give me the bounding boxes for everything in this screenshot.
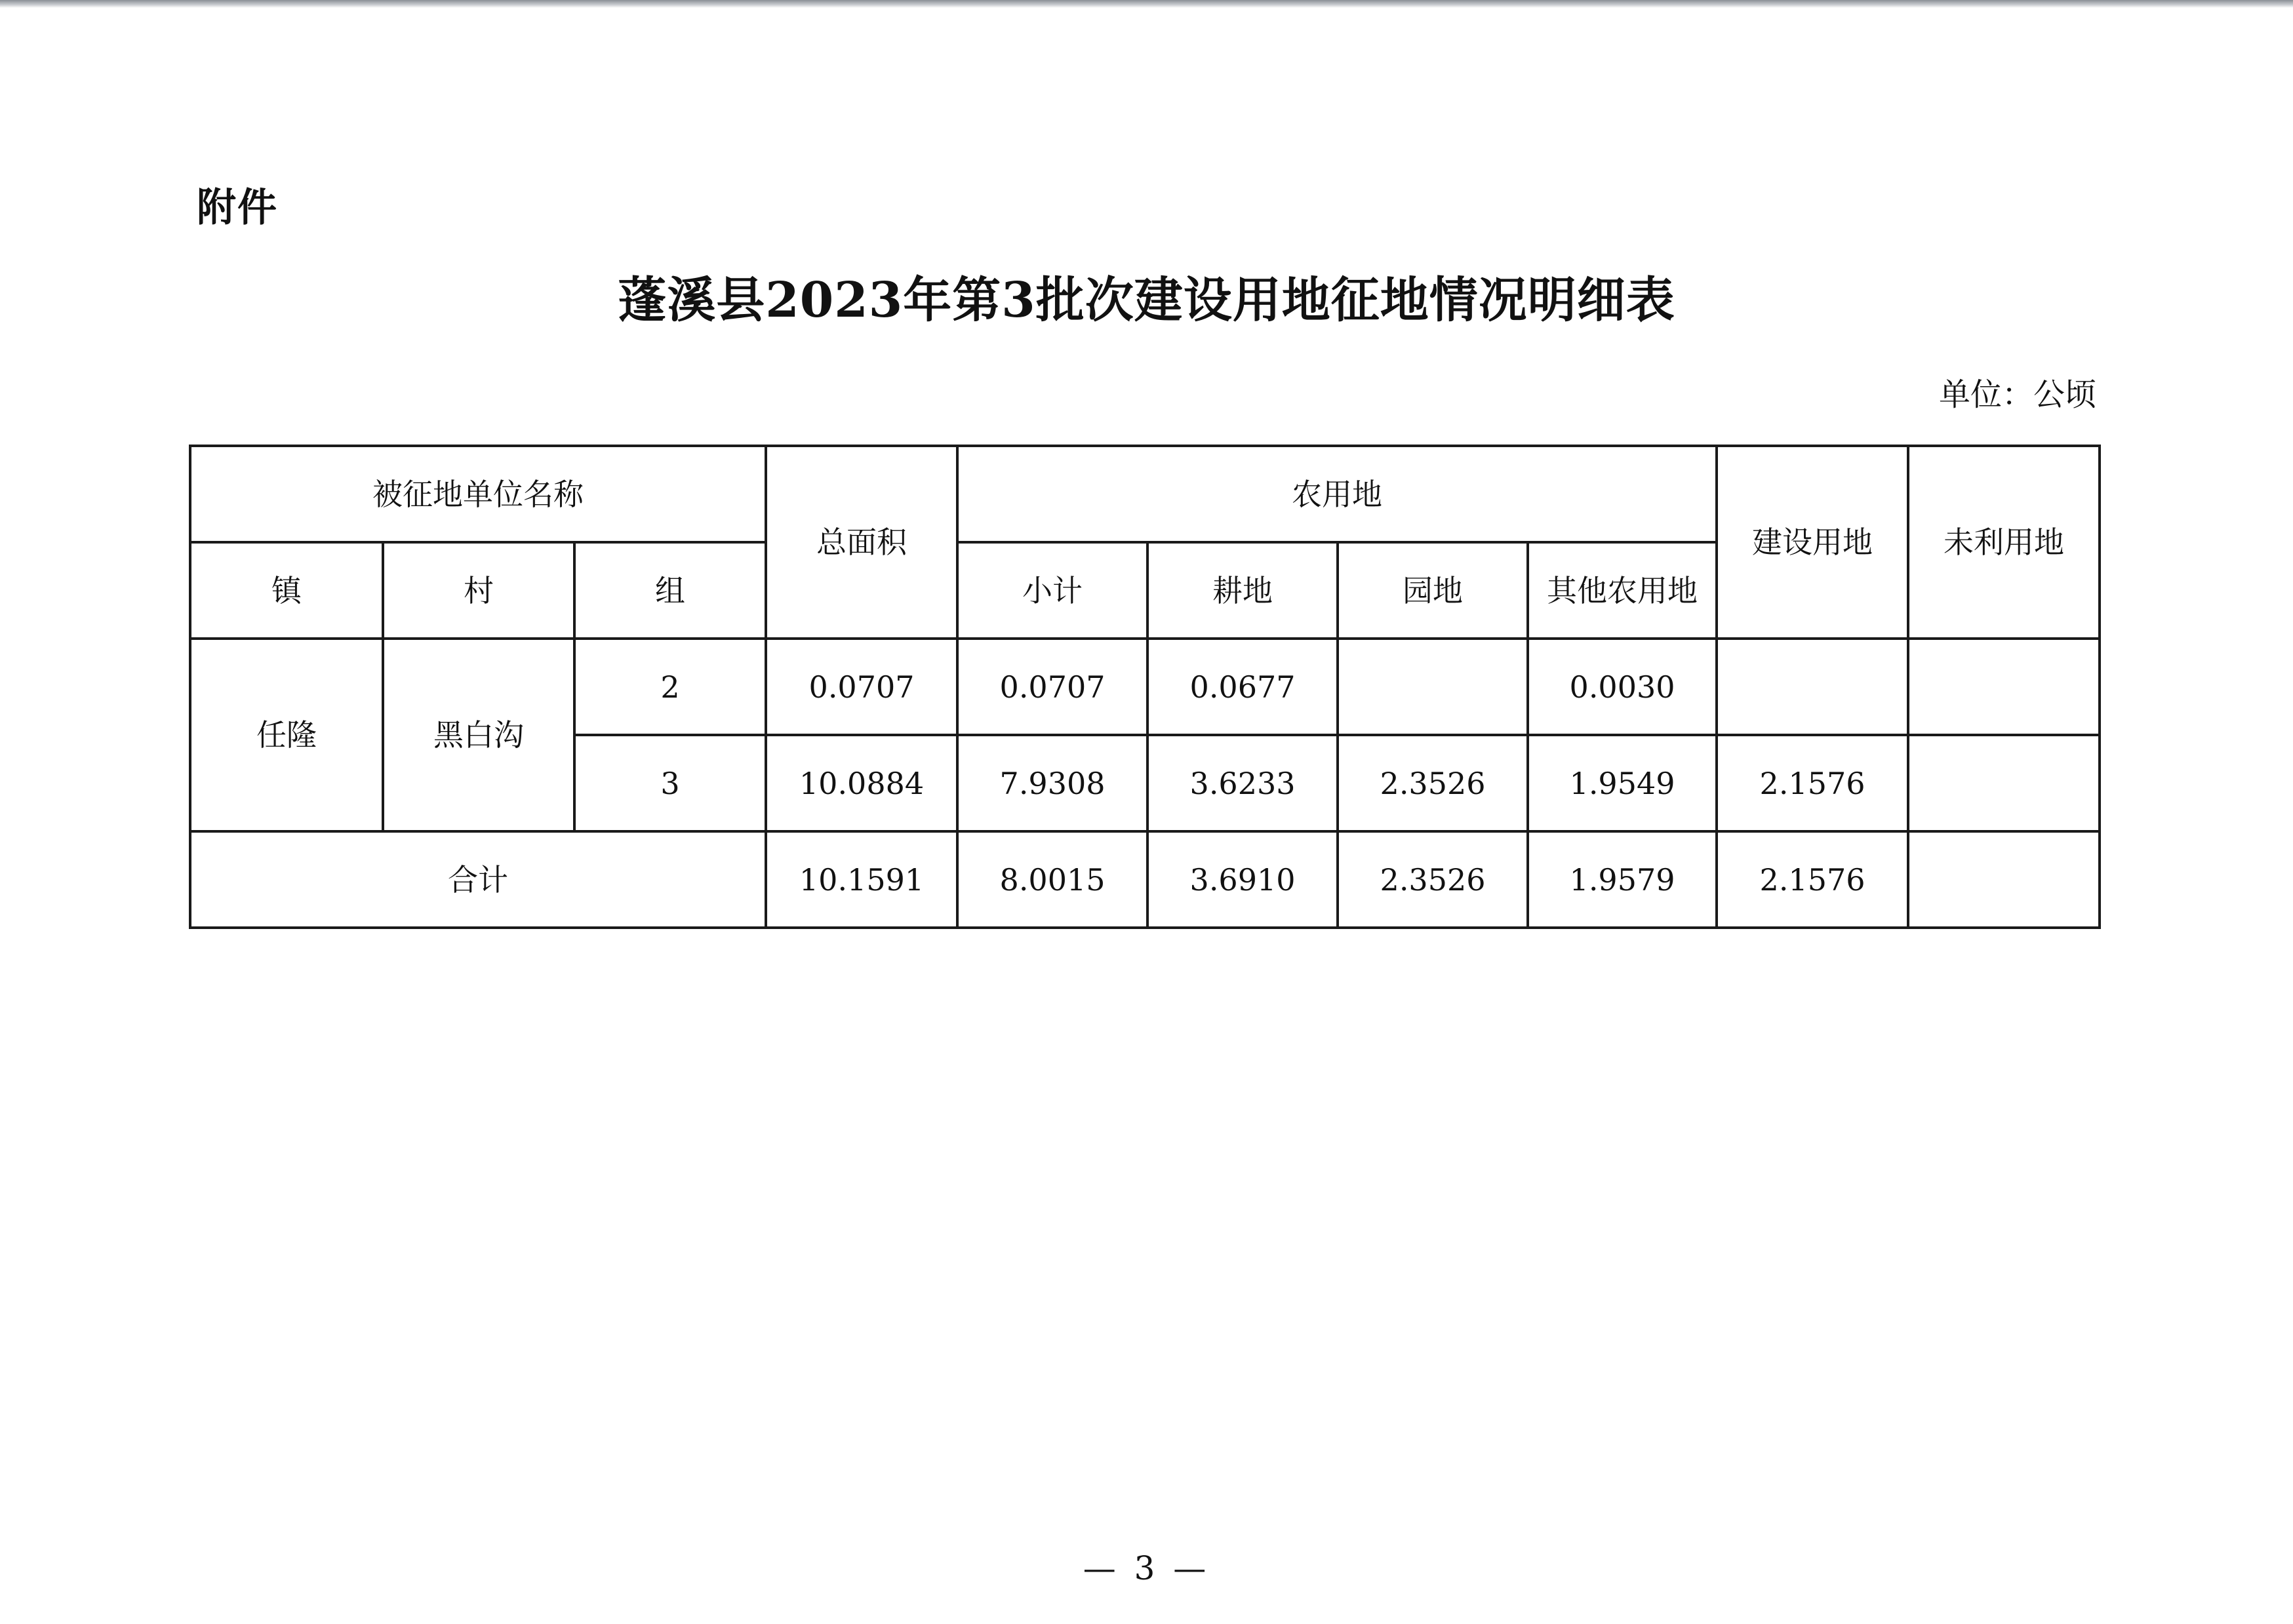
cell-total-area: 0.0707 <box>766 639 957 735</box>
header-unit-name: 被征地单位名称 <box>190 446 766 542</box>
header-group: 组 <box>574 542 766 639</box>
cell-arable: 0.0677 <box>1147 639 1338 735</box>
total-row <box>190 831 2100 928</box>
total-area: 10.1591 <box>766 831 957 928</box>
cell-other-agricultural: 1.9549 <box>1528 735 1717 831</box>
cell-subtotal: 7.9308 <box>957 735 1147 831</box>
unit-label: 单位：公顷 <box>1938 376 2096 413</box>
cell-construction <box>1717 639 1908 735</box>
table-row <box>190 639 2100 735</box>
total-construction: 2.1576 <box>1717 831 1908 928</box>
total-unused <box>1908 831 2100 928</box>
total-subtotal: 8.0015 <box>957 831 1147 928</box>
cell-unused <box>1908 639 2100 735</box>
header-arable: 耕地 <box>1147 542 1338 639</box>
land-acquisition-table <box>189 445 2101 929</box>
header-other-agricultural: 其他农用地 <box>1528 542 1717 639</box>
header-agricultural: 农用地 <box>957 446 1717 542</box>
header-town: 镇 <box>190 542 383 639</box>
header-unused: 未利用地 <box>1908 446 2100 639</box>
cell-garden <box>1338 639 1528 735</box>
total-other-agricultural: 1.9579 <box>1528 831 1717 928</box>
header-garden: 园地 <box>1338 542 1528 639</box>
cell-subtotal: 0.0707 <box>957 639 1147 735</box>
header-row-1 <box>190 446 2100 542</box>
cell-village: 黑白沟 <box>383 639 574 831</box>
cell-unused <box>1908 735 2100 831</box>
scan-top-edge <box>0 0 2293 8</box>
total-garden: 2.3526 <box>1338 831 1528 928</box>
document-title: 蓬溪县2023年第3批次建设用地征地情况明细表 <box>618 272 1675 328</box>
page-number: — 3 — <box>1083 1549 1210 1587</box>
cell-town: 任隆 <box>190 639 383 831</box>
cell-group: 3 <box>574 735 766 831</box>
cell-garden: 2.3526 <box>1338 735 1528 831</box>
header-subtotal: 小计 <box>957 542 1147 639</box>
header-construction: 建设用地 <box>1717 446 1908 639</box>
cell-group: 2 <box>574 639 766 735</box>
header-total-area: 总面积 <box>766 446 957 639</box>
cell-construction: 2.1576 <box>1717 735 1908 831</box>
cell-arable: 3.6233 <box>1147 735 1338 831</box>
total-arable: 3.6910 <box>1147 831 1338 928</box>
header-village: 村 <box>383 542 574 639</box>
cell-total-area: 10.0884 <box>766 735 957 831</box>
attachment-label: 附件 <box>197 185 278 231</box>
total-label: 合计 <box>190 831 766 928</box>
cell-other-agricultural: 0.0030 <box>1528 639 1717 735</box>
